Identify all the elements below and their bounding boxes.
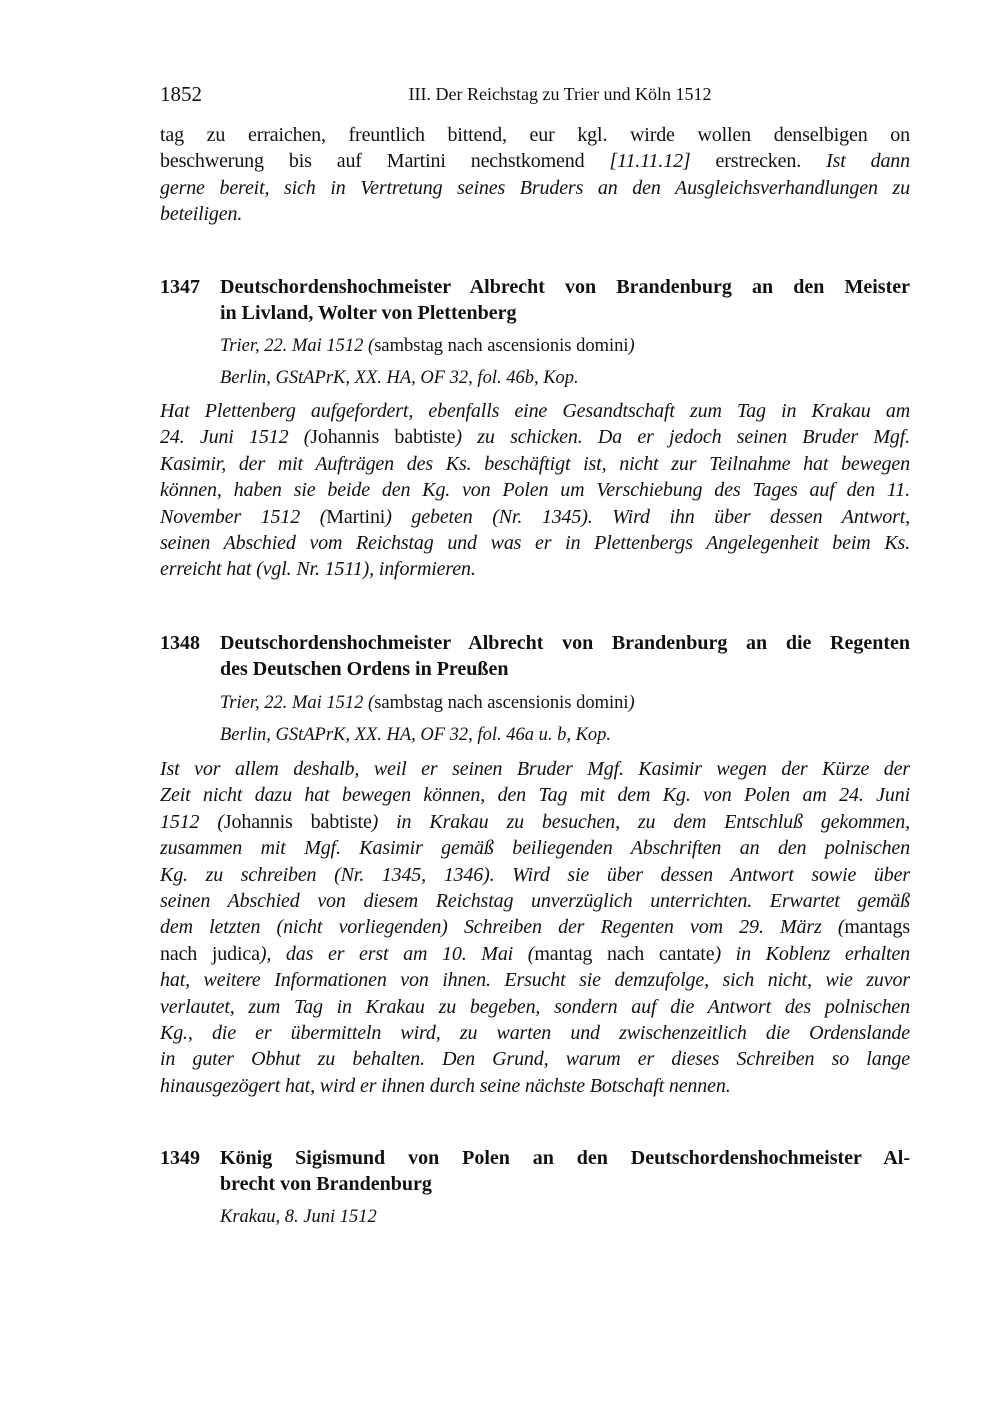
italic-text: 1512 ( [160, 810, 224, 833]
text-line [160, 994, 910, 1020]
page-number: 1852 [160, 82, 202, 106]
entry-title-line: König Sigismund von Polen an den Deutschordenshochmeister Al- [220, 1147, 910, 1169]
italic-text: hinausgezögert hat, wird er ihnen durch seine nächste Botschaft nennen. [160, 1074, 731, 1097]
text-line [160, 148, 910, 174]
italic-text: Hat Plettenberg aufgefordert, ebenfalls eine Gesandtschaft zum Tag in Krakau am [160, 400, 910, 422]
italic-text: Kg., die er übermitteln wird, zu warten und zwischenzeitlich die Ordenslande [160, 1021, 910, 1044]
entry-heading [160, 1145, 910, 1197]
italic-text: Zeit nicht dazu hat bewegen können, den Tag mit dem Kg. von Polen am 24. Juni [160, 784, 910, 807]
text-line [160, 1046, 910, 1072]
entry-title-line: Deutschordenshochmeister Albrecht von Brandenburg an die Regenten [220, 632, 910, 654]
roman-text: sambstag nach ascensionis domini [374, 693, 629, 713]
roman-text: mantags [844, 916, 910, 939]
text-line [160, 1020, 910, 1046]
italic-text: ) in Koblenz erhalten [714, 942, 910, 965]
entry-title [220, 630, 910, 682]
italic-text: Krakau, 8. Juni 1512 [220, 1207, 377, 1227]
italic-text: Ist vor allem deshalb, weil er seinen Bruder Mgf. Kasimir wegen der Kürze der [160, 758, 910, 780]
text-line [160, 967, 910, 993]
text-line [160, 122, 910, 148]
text-line [160, 398, 910, 424]
text-line [160, 530, 910, 556]
italic-text: verlautet, zum Tag in Krakau zu begeben, sondern auf die Antwort des polnischen [160, 995, 910, 1018]
entry-title [220, 1145, 910, 1197]
entry-number: 1347 [160, 276, 200, 298]
italic-text: seinen Abschied von diesem Reichstag unverzüglich unterrichten. Erwartet gemäß [160, 889, 910, 912]
roman-text: Johannis babtiste [223, 810, 372, 833]
italic-text: ) zu schicken. Da er jedoch seinen Bruder Mgf. [455, 426, 910, 449]
italic-text: in guter Obhut zu behalten. Den Grund, warum er dieses Schreiben so lange [160, 1048, 910, 1071]
italic-text: ) gebeten (Nr. 1345). Wird ihn über dessen Antwort, [385, 505, 910, 528]
italic-text: seinen Abschied vom Reichstag und was er in Plettenbergs Angelegenheit beim Ks. [160, 531, 910, 554]
italic-text: erreicht hat (vgl. Nr. 1511), informieren. [160, 558, 476, 581]
entry-date [220, 690, 635, 716]
italic-text: Kasimir, der mit Aufträgen des Ks. beschäftigt ist, nicht zur Teilnahme hat bewegen [160, 452, 910, 475]
text-line [160, 782, 910, 808]
italic-text: hat, weitere Informationen von ihnen. Ersucht sie demzufolge, sich nicht, wie zuvor [160, 969, 910, 992]
italic-text: zusammen mit Mgf. Kasimir gemäß beiliegenden Abschriften an den polnischen [160, 837, 910, 860]
text-line [160, 1073, 910, 1099]
italic-text: [11.11.12] [609, 150, 691, 173]
text-line [160, 941, 910, 967]
entry-date [220, 333, 635, 359]
entry-heading [160, 630, 910, 682]
italic-text: Trier, 22. Mai 1512 ( [220, 693, 375, 713]
page-header [160, 80, 910, 108]
italic-text: können, haben sie beide den Kg. von Polen um Verschiebung des Tages auf den 11. [160, 479, 910, 502]
text-line [160, 809, 910, 835]
running-title: III. Der Reichstag zu Trier und Köln 1512 [408, 84, 712, 104]
text-line [160, 175, 910, 201]
entry-heading [160, 274, 910, 326]
italic-text: ) in Krakau zu besuchen, zu dem Entschluß gekommen, [371, 810, 910, 833]
text-line [160, 914, 910, 940]
roman-text: sambstag nach ascensionis domini [374, 336, 629, 356]
italic-text: Trier, 22. Mai 1512 ( [220, 336, 375, 356]
entry-title [220, 274, 910, 326]
entry-title-line: des Deutschen Ordens in Preußen [220, 658, 509, 680]
italic-text: November 1512 ( [160, 505, 327, 528]
italic-text: 24. Juni 1512 ( [160, 426, 311, 449]
entry-summary [160, 756, 910, 1099]
text-line [160, 835, 910, 861]
text-line [160, 756, 910, 782]
entry-summary [160, 398, 910, 583]
italic-text: gerne bereit, sich in Vertretung seines Bruders an den Ausgleichsverhandlungen zu [160, 176, 910, 199]
entry-source: Berlin, GStAPrK, XX. HA, OF 32, fol. 46a u. b, Kop. [220, 725, 612, 745]
roman-text: erstrecken. [690, 150, 827, 173]
text-line [160, 888, 910, 914]
text-line [160, 451, 910, 477]
text-line [160, 862, 910, 888]
roman-text: tag zu erraichen, freuntlich bittend, eur kgl. wirde wollen denselbigen on [160, 124, 910, 146]
italic-text: dem letzten (nicht vorliegenden) Schreiben der Regenten vom 29. März ( [160, 916, 845, 939]
roman-text: Johannis babtiste [310, 426, 456, 449]
italic-text: Kg. zu schreiben (Nr. 1345, 1346). Wird sie über dessen Antwort sowie über [160, 863, 910, 886]
entry-date [220, 1204, 377, 1230]
roman-text: mantag nach cantate [534, 942, 715, 965]
text-line [160, 201, 910, 227]
italic-text: ) [628, 336, 635, 356]
entry-title-line: in Livland, Wolter von Plettenberg [220, 302, 517, 324]
italic-text: Ist dann [826, 150, 910, 173]
text-line [160, 556, 910, 582]
entry-title-line: brecht von Brandenburg [220, 1173, 432, 1195]
entry-title-line: Deutschordenshochmeister Albrecht von Brandenburg an den Meister [220, 276, 910, 298]
continuation-paragraph [160, 122, 910, 228]
roman-text: beschwerung bis auf Martini nechstkomend [160, 150, 610, 173]
entry-number: 1348 [160, 632, 200, 654]
roman-text: nach judica [160, 942, 260, 965]
text-line [160, 424, 910, 450]
italic-text: beteiligen. [160, 203, 243, 226]
italic-text: ), das er erst am 10. Mai ( [259, 942, 535, 965]
italic-text: ) [628, 693, 635, 713]
roman-text: Martini [326, 505, 386, 528]
text-line [160, 504, 910, 530]
entry-number: 1349 [160, 1147, 200, 1169]
entry-source: Berlin, GStAPrK, XX. HA, OF 32, fol. 46b, Kop. [220, 368, 579, 388]
text-line [160, 477, 910, 503]
